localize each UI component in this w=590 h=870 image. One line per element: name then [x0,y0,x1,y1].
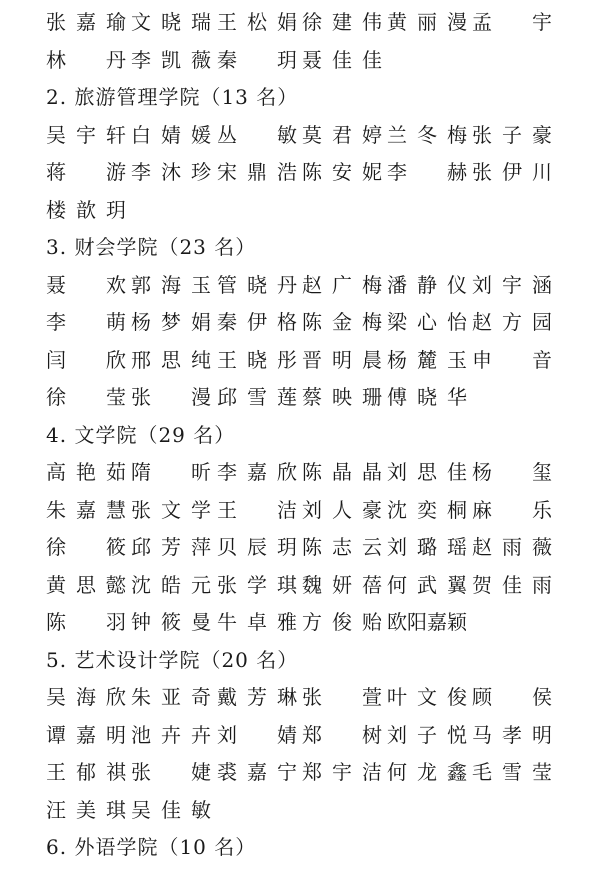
student-name: 杨麓玉 [387,347,467,372]
student-name: 方俊贻 [302,610,382,634]
student-name: 钟筱曼 [131,610,211,634]
student-name: 张 婕 [131,760,211,784]
student-name: 刘人豪 [302,497,382,522]
student-name: 陈晶晶 [302,460,382,484]
student-name: 刘思佳 [387,460,467,484]
student-name: 蔡映珊 [302,385,382,409]
student-name: 郑 树 [302,722,382,747]
student-name: 刘宇涵 [472,272,552,297]
student-name: 谭嘉明 [46,722,126,747]
student-name: 潘静仪 [387,272,467,297]
student-name: 汪美琪 [46,797,126,822]
student-name: 刘璐瑶 [387,535,467,559]
student-name: 王 洁 [217,497,297,522]
name-row [0,454,590,491]
student-name: 何武翼 [387,572,467,597]
student-name: 李 赫 [387,160,467,184]
student-name: 牛卓雅 [217,610,297,634]
student-name: 陈志云 [302,535,382,559]
student-name: 徐 筱 [46,535,126,559]
student-name: 吴宇轩 [46,122,126,147]
student-name: 池卉卉 [131,722,211,747]
name-row [0,379,590,416]
student-name: 徐 莹 [46,385,126,409]
student-name: 隋 昕 [131,460,211,484]
student-name: 聂佳佳 [302,47,382,72]
student-name: 陈金梅 [302,310,382,334]
student-name: 李沐珍 [131,160,211,184]
name-row [0,4,590,41]
section-heading-row [0,79,590,116]
student-name: 张学琪 [217,572,297,597]
name-row [0,192,590,229]
student-name: 叶文俊 [387,685,467,709]
student-name: 蒋 游 [46,160,126,184]
student-name: 梁心怡 [387,310,467,334]
student-name: 郑宇洁 [302,760,382,784]
student-name: 文晓瑞 [131,10,211,34]
section-heading: 3. 财会学院（23 名） [46,235,257,259]
student-name: 徐建伟 [302,10,382,34]
section-heading: 2. 旅游管理学院（13 名） [46,85,299,109]
student-name: 兰冬梅 [387,122,467,147]
section-heading-row [0,229,590,266]
student-name: 张 漫 [131,385,211,409]
student-name: 朱亚奇 [131,685,211,709]
student-name: 朱嘉慧 [46,497,126,522]
student-name: 刘 婧 [217,722,297,747]
student-name: 李凯薇 [131,47,211,72]
student-name: 申 音 [472,347,552,372]
student-name: 陈 羽 [46,610,126,634]
student-name: 邢思纯 [131,347,211,372]
student-name: 魏妍蓓 [302,572,382,597]
student-name: 张伊川 [472,160,552,184]
student-name: 杨梦娟 [131,310,211,334]
student-name: 邱雪莲 [217,385,297,409]
student-name: 欧阳嘉颖 [387,610,467,634]
student-name: 丛 敏 [217,122,297,147]
student-name: 黄丽漫 [387,10,467,34]
student-name: 李嘉欣 [217,460,297,484]
name-row [0,304,590,341]
student-name: 黄思懿 [46,572,126,597]
student-name: 管晓丹 [217,272,297,297]
student-name: 戴芳琳 [217,685,297,709]
name-row [0,42,590,79]
student-name: 秦 玥 [217,47,297,72]
student-name: 裘嘉宁 [217,760,297,784]
student-name: 晋明晨 [302,347,382,372]
student-name: 吴佳敏 [131,797,211,822]
name-row [0,154,590,191]
student-name: 宋鼎浩 [217,160,297,184]
student-name: 秦伊格 [217,310,297,334]
section-heading: 4. 文学院（29 名） [46,422,236,447]
name-row [0,679,590,716]
student-name: 张 萱 [302,685,382,709]
name-row [0,754,590,791]
name-row [0,492,590,529]
student-name: 张文学 [131,497,211,522]
name-row [0,117,590,154]
student-name: 何龙鑫 [387,760,467,784]
student-name: 杨 玺 [472,460,552,484]
student-name: 毛雪莹 [472,760,552,784]
name-row [0,717,590,754]
student-name: 王郁祺 [46,760,126,784]
student-name: 白婧媛 [131,122,211,147]
name-row [0,567,590,604]
student-name: 顾 侯 [472,685,552,709]
student-name: 楼歆玥 [46,197,126,222]
student-name: 王松娟 [217,10,297,34]
section-heading: 5. 艺术设计学院（20 名） [46,647,299,672]
student-name: 闫 欣 [46,347,126,372]
section-heading: 6. 外语学院（10 名） [46,835,257,859]
student-name: 吴海欣 [46,685,126,709]
student-name: 赵广梅 [302,272,382,297]
student-name: 沈奕桐 [387,497,467,522]
name-row [0,529,590,566]
student-name: 林 丹 [46,47,126,72]
student-name: 张子豪 [472,122,552,147]
student-name: 傅晓华 [387,385,467,409]
student-name: 郭海玉 [131,272,211,297]
student-name: 李 萌 [46,310,126,334]
student-name: 贝辰玥 [217,535,297,559]
name-row [0,792,590,829]
student-name: 高艳茹 [46,460,126,484]
student-name: 张嘉瑜 [46,10,126,34]
student-name: 莫君婷 [302,122,382,147]
name-row [0,342,590,379]
student-name: 马孝明 [472,722,552,747]
student-name: 赵方园 [472,310,552,334]
student-name: 赵雨薇 [472,535,552,559]
name-row [0,267,590,304]
student-name: 聂 欢 [46,272,126,297]
student-name: 刘子悦 [387,722,467,747]
student-name: 沈皓元 [131,572,211,597]
student-name: 贺佳雨 [472,572,552,597]
section-heading-row [0,417,590,454]
section-heading-row [0,642,590,679]
section-heading-row [0,829,590,866]
student-name: 麻 乐 [472,497,552,522]
student-name: 邱芳萍 [131,535,211,559]
student-name: 陈安妮 [302,160,382,184]
student-name: 王晓彤 [217,347,297,372]
student-name: 孟 宇 [472,10,552,34]
name-row [0,604,590,641]
